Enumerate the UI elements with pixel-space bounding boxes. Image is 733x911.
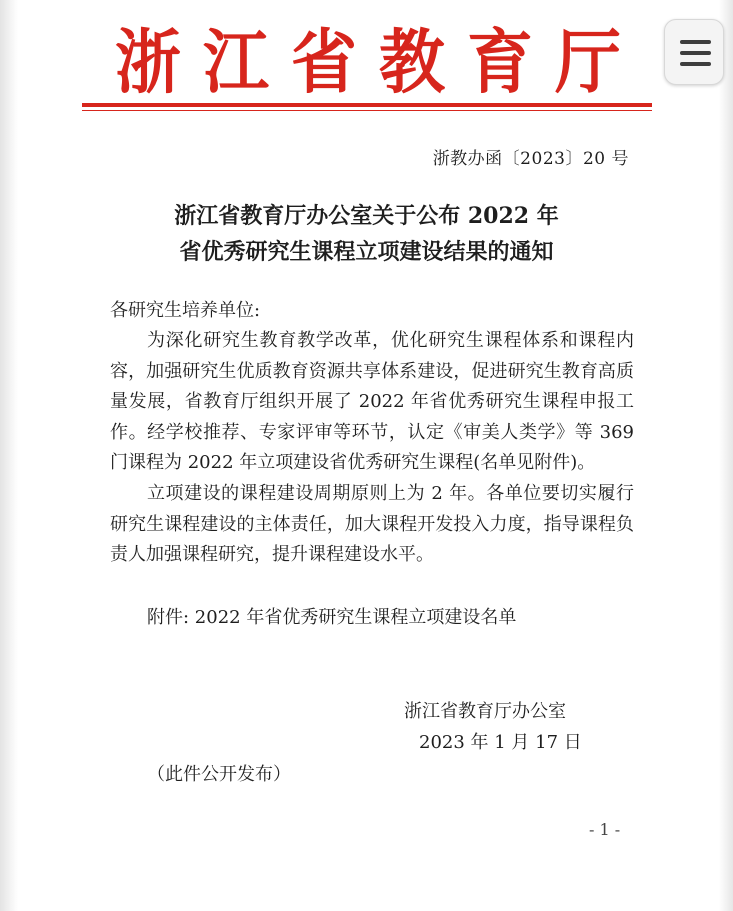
body-paragraph-1: 为深化研究生教育教学改革，优化研究生课程体系和课程内容，加强研究生优质教育资源共享体系建设，促进研究生教育高质量发展，省教育厅组织开展了 2022 年省优秀研究生课程申报工作。经学校推荐、专家评审等环节，认定《审美人类学》等 369 门课程为 2022 年立项建设省优秀研究生课程(名单见附件)。 — [110, 330, 634, 473]
page-number: - 1 - — [589, 820, 621, 839]
signature-date: 2023 年 1 月 17 日 — [419, 732, 582, 753]
public-release-note: （此件公开发布） — [147, 764, 291, 785]
salutation: 各研究生培养单位: — [110, 300, 261, 321]
notice-title-line-2: 省优秀研究生课程立项建设结果的通知 — [179, 239, 554, 265]
masthead-red-rule-thick — [82, 103, 652, 107]
hamburger-menu-icon-bar — [680, 62, 711, 66]
masthead-title: 浙江省教育厅 — [115, 21, 643, 103]
page-shadow-left — [0, 0, 18, 911]
document-number: 浙教办函〔2023〕20 号 — [432, 149, 629, 169]
signature-office: 浙江省教育厅办公室 — [404, 701, 566, 722]
body-paragraph-2: 立项建设的课程建设周期原则上为 2 年。各单位要切实履行研究生课程建设的主体责任，加大课程开发投入力度，指导课程负责人加强课程研究，提升课程建设水平。 — [110, 483, 634, 565]
page-shadow-right — [719, 0, 733, 911]
hamburger-menu-icon — [680, 40, 711, 44]
menu-button[interactable] — [664, 19, 724, 85]
attachment-line: 附件: 2022 年省优秀研究生课程立项建设名单 — [147, 607, 517, 628]
notice-title-line-1: 浙江省教育厅办公室关于公布 2022 年 — [174, 203, 559, 229]
masthead-red-rule-thin — [82, 110, 652, 111]
hamburger-menu-icon-bar — [680, 51, 711, 55]
